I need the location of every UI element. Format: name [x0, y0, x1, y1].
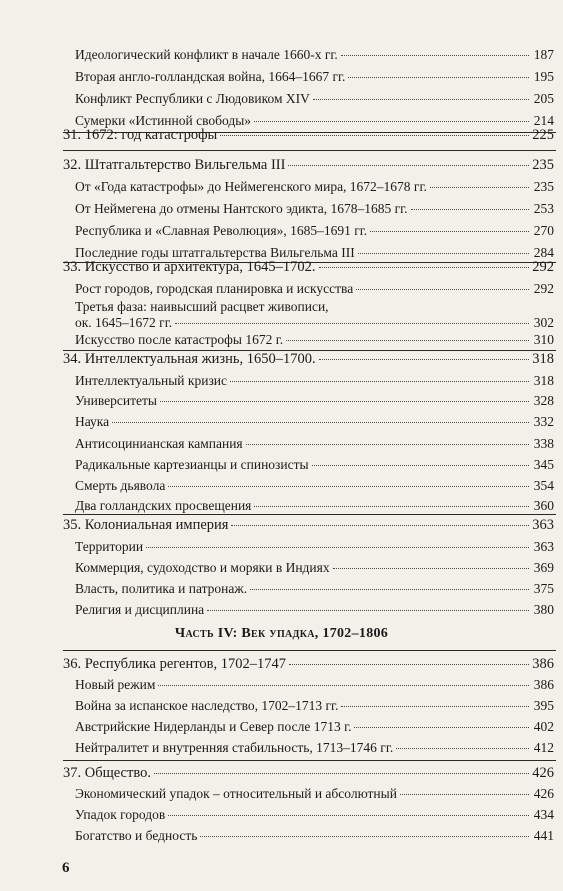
leader-dots: [160, 401, 529, 402]
toc-entry-title: От Неймегена до отмены Нантского эдикта, 1678–1685 гг.: [75, 201, 408, 216]
leader-dots: [207, 610, 529, 611]
toc-entry-page: 363: [533, 539, 554, 554]
toc-entry-title: Религия и дисциплина: [75, 602, 205, 617]
leader-dots: [220, 135, 529, 136]
toc-entry-title: Университеты: [75, 393, 157, 408]
toc-entry-title: Искусство после катастрофы 1672 г.: [75, 332, 284, 347]
toc-entry-page: 310: [533, 332, 554, 347]
toc-entry-title: Республика и «Славная Революция», 1685–1691 гг.: [75, 223, 368, 238]
toc-entry-page: 386: [533, 677, 554, 692]
toc-entry-title: Смерть дьявола: [75, 478, 166, 493]
toc-entry-page: 441: [533, 828, 554, 843]
leader-dots: [312, 465, 529, 466]
toc-entry-page: 302: [533, 315, 554, 330]
toc-chapter[interactable]: [63, 156, 554, 174]
toc-entry[interactable]: [75, 280, 554, 298]
toc-entry[interactable]: [75, 697, 554, 715]
toc-entry[interactable]: [75, 601, 554, 619]
toc-entry-page: 205: [533, 91, 554, 106]
toc-entry[interactable]: [75, 580, 554, 598]
toc-entry-page: 235: [533, 179, 554, 194]
toc-entry-page: 235: [532, 157, 554, 173]
toc-entry-page: 369: [533, 560, 554, 575]
toc-chapter-title: 37. Общество.: [63, 765, 151, 781]
toc-entry[interactable]: [75, 372, 554, 390]
toc-entry-page: 214: [533, 113, 554, 128]
toc-entry-page: 332: [533, 414, 554, 429]
toc-entry[interactable]: [75, 178, 554, 196]
leader-dots: [254, 121, 529, 122]
leader-dots: [286, 340, 529, 341]
leader-dots: [230, 381, 529, 382]
leader-dots: [246, 444, 529, 445]
toc-entry[interactable]: [75, 676, 554, 694]
toc-entry-title: Идеологический конфликт в начале 1660-х гг.: [75, 47, 338, 62]
toc-entry[interactable]: [75, 806, 554, 824]
toc-entry-page: 426: [532, 765, 554, 781]
toc-entry-title: Власть, политика и патронаж.: [75, 581, 248, 596]
toc-entry-page: 292: [532, 259, 554, 275]
toc-chapter[interactable]: [63, 516, 554, 534]
toc-chapter-title: 33. Искусство и архитектура, 1645–1702.: [63, 259, 316, 275]
toc-entry[interactable]: [75, 392, 554, 410]
leader-dots: [175, 323, 529, 324]
leader-dots: [288, 165, 529, 166]
toc-entry[interactable]: [75, 435, 554, 453]
toc-entry-page: 270: [533, 223, 554, 238]
leader-dots: [341, 706, 529, 707]
toc-entry-page: 284: [533, 245, 554, 260]
leader-dots: [200, 836, 529, 837]
toc-entry-title: Австрийские Нидерланды и Север после 1713 г.: [75, 719, 352, 734]
leader-dots: [158, 685, 529, 686]
leader-dots: [370, 231, 529, 232]
toc-entry[interactable]: [75, 559, 554, 577]
toc-entry-page: 402: [533, 719, 554, 734]
leader-dots: [250, 589, 529, 590]
toc-entry-title: Вторая англо-голландская война, 1664–1667 гг.: [75, 69, 346, 84]
toc-entry-title: Антисоцинианская кампания: [75, 436, 243, 451]
toc-entry[interactable]: [75, 785, 554, 803]
toc-entry-page: 187: [533, 47, 554, 62]
leader-dots: [356, 289, 529, 290]
toc-entry[interactable]: [75, 46, 554, 64]
toc-entry[interactable]: [75, 413, 554, 431]
toc-entry-title: Территории: [75, 539, 144, 554]
toc-entry-page: 318: [532, 351, 554, 367]
toc-entry[interactable]: [75, 497, 554, 515]
section-divider: [63, 514, 556, 515]
toc-entry-page: 380: [533, 602, 554, 617]
toc-entry[interactable]: [75, 200, 554, 218]
page-number: 6: [62, 860, 70, 876]
leader-dots: [319, 267, 530, 268]
toc-entry-title: Радикальные картезианцы и спинозисты: [75, 457, 309, 472]
toc-entry-page: 328: [533, 393, 554, 408]
toc-entry-page: 360: [533, 498, 554, 513]
toc-entry-title: Экономический упадок – относительный и абсолютный: [75, 786, 397, 801]
toc-entry-page: 195: [533, 69, 554, 84]
toc-chapter[interactable]: [63, 258, 554, 276]
leader-dots: [341, 55, 529, 56]
toc-entry[interactable]: [75, 222, 554, 240]
toc-entry-title: Упадок городов: [75, 807, 166, 822]
toc-entry-title: Сумерки «Истинной свободы»: [75, 113, 252, 128]
leader-dots: [154, 773, 529, 774]
leader-dots: [348, 77, 529, 78]
leader-dots: [112, 422, 529, 423]
leader-dots: [168, 486, 529, 487]
toc-entry-page: 354: [533, 478, 554, 493]
toc-entry-page: 345: [533, 457, 554, 472]
toc-entry-title: Последние годы штатгальтерства Вильгельма III: [75, 245, 355, 260]
toc-entry-page: 253: [533, 201, 554, 216]
toc-entry-page: 426: [533, 786, 554, 801]
toc-entry[interactable]: [75, 718, 554, 736]
toc-entry-title: Война за испанское наследство, 1702–1713 гг.: [75, 698, 339, 713]
part-heading: Часть IV: Век упадка, 1702–1806: [174, 626, 389, 641]
leader-dots: [333, 568, 529, 569]
toc-entry-page: 386: [532, 656, 554, 672]
toc-entry-title: От «Года катастрофы» до Неймегенского мира, 1672–1678 гг.: [75, 179, 427, 194]
toc-entry[interactable]: [75, 314, 554, 332]
toc-entry-page: 363: [532, 517, 554, 533]
section-divider: [63, 650, 556, 651]
leader-dots: [396, 748, 529, 749]
toc-entry[interactable]: [75, 739, 554, 757]
toc-entry[interactable]: [75, 477, 554, 495]
toc-chapter[interactable]: [63, 350, 554, 368]
toc-entry[interactable]: [75, 456, 554, 474]
toc-entry-title: Интеллектуальный кризис: [75, 373, 227, 388]
toc-entry-page: 225: [532, 127, 554, 143]
toc-entry[interactable]: [75, 331, 554, 349]
toc-chapter[interactable]: [63, 764, 554, 782]
leader-dots: [289, 664, 529, 665]
leader-dots: [400, 794, 529, 795]
toc-chapter-title: 35. Колониальная империя: [63, 517, 229, 533]
leader-dots: [254, 506, 529, 507]
toc-entry-page: 338: [533, 436, 554, 451]
toc-entry-page: 292: [533, 281, 554, 296]
toc-chapter-title: 34. Интеллектуальная жизнь, 1650–1700.: [63, 351, 316, 367]
toc-entry-title: Нейтралитет и внутренняя стабильность, 1713–1746 гг.: [75, 740, 394, 755]
toc-entry[interactable]: [75, 90, 554, 108]
toc-entry-page: 318: [533, 373, 554, 388]
toc-entry-title: Наука: [75, 414, 110, 429]
toc-entry[interactable]: [75, 538, 554, 556]
section-divider: [63, 150, 556, 151]
toc-entry-page: 375: [533, 581, 554, 596]
toc-chapter-title: 36. Республика регентов, 1702–1747: [63, 656, 286, 672]
leader-dots: [231, 525, 529, 526]
leader-dots: [146, 547, 529, 548]
leader-dots: [411, 209, 529, 210]
leader-dots: [430, 187, 529, 188]
section-divider: [63, 760, 556, 761]
leader-dots: [354, 727, 529, 728]
toc-chapter-title: 31. 1672: год катастрофы: [63, 127, 218, 143]
toc-entry[interactable]: [75, 827, 554, 845]
toc-entry-page: 412: [533, 740, 554, 755]
toc-entry-page: 395: [533, 698, 554, 713]
toc-entry-title: Конфликт Республики с Людовиком XIV: [75, 91, 310, 106]
leader-dots: [319, 359, 529, 360]
toc-entry-title-line2: ок. 1645–1672 гг.: [75, 315, 173, 330]
toc-entry-title: Новый режим: [75, 677, 156, 692]
toc-entry-title-line1: Третья фаза: наивысший расцвет живописи,: [75, 299, 329, 314]
toc-chapter-title: 32. Штатгальтерство Вильгельма III: [63, 157, 286, 173]
toc-entry-title: Два голландских просвещения: [75, 498, 252, 513]
leader-dots: [168, 815, 529, 816]
toc-entry-page: 434: [533, 807, 554, 822]
toc-entry-title: Коммерция, судоходство и моряки в Индиях: [75, 560, 330, 575]
toc-chapter[interactable]: [63, 126, 554, 144]
toc-entry-title: Богатство и бедность: [75, 828, 198, 843]
toc-entry-title: Рост городов, городская планировка и искусства: [75, 281, 354, 296]
leader-dots: [358, 253, 529, 254]
toc-chapter[interactable]: [63, 655, 554, 673]
toc-entry[interactable]: [75, 68, 554, 86]
leader-dots: [313, 99, 529, 100]
